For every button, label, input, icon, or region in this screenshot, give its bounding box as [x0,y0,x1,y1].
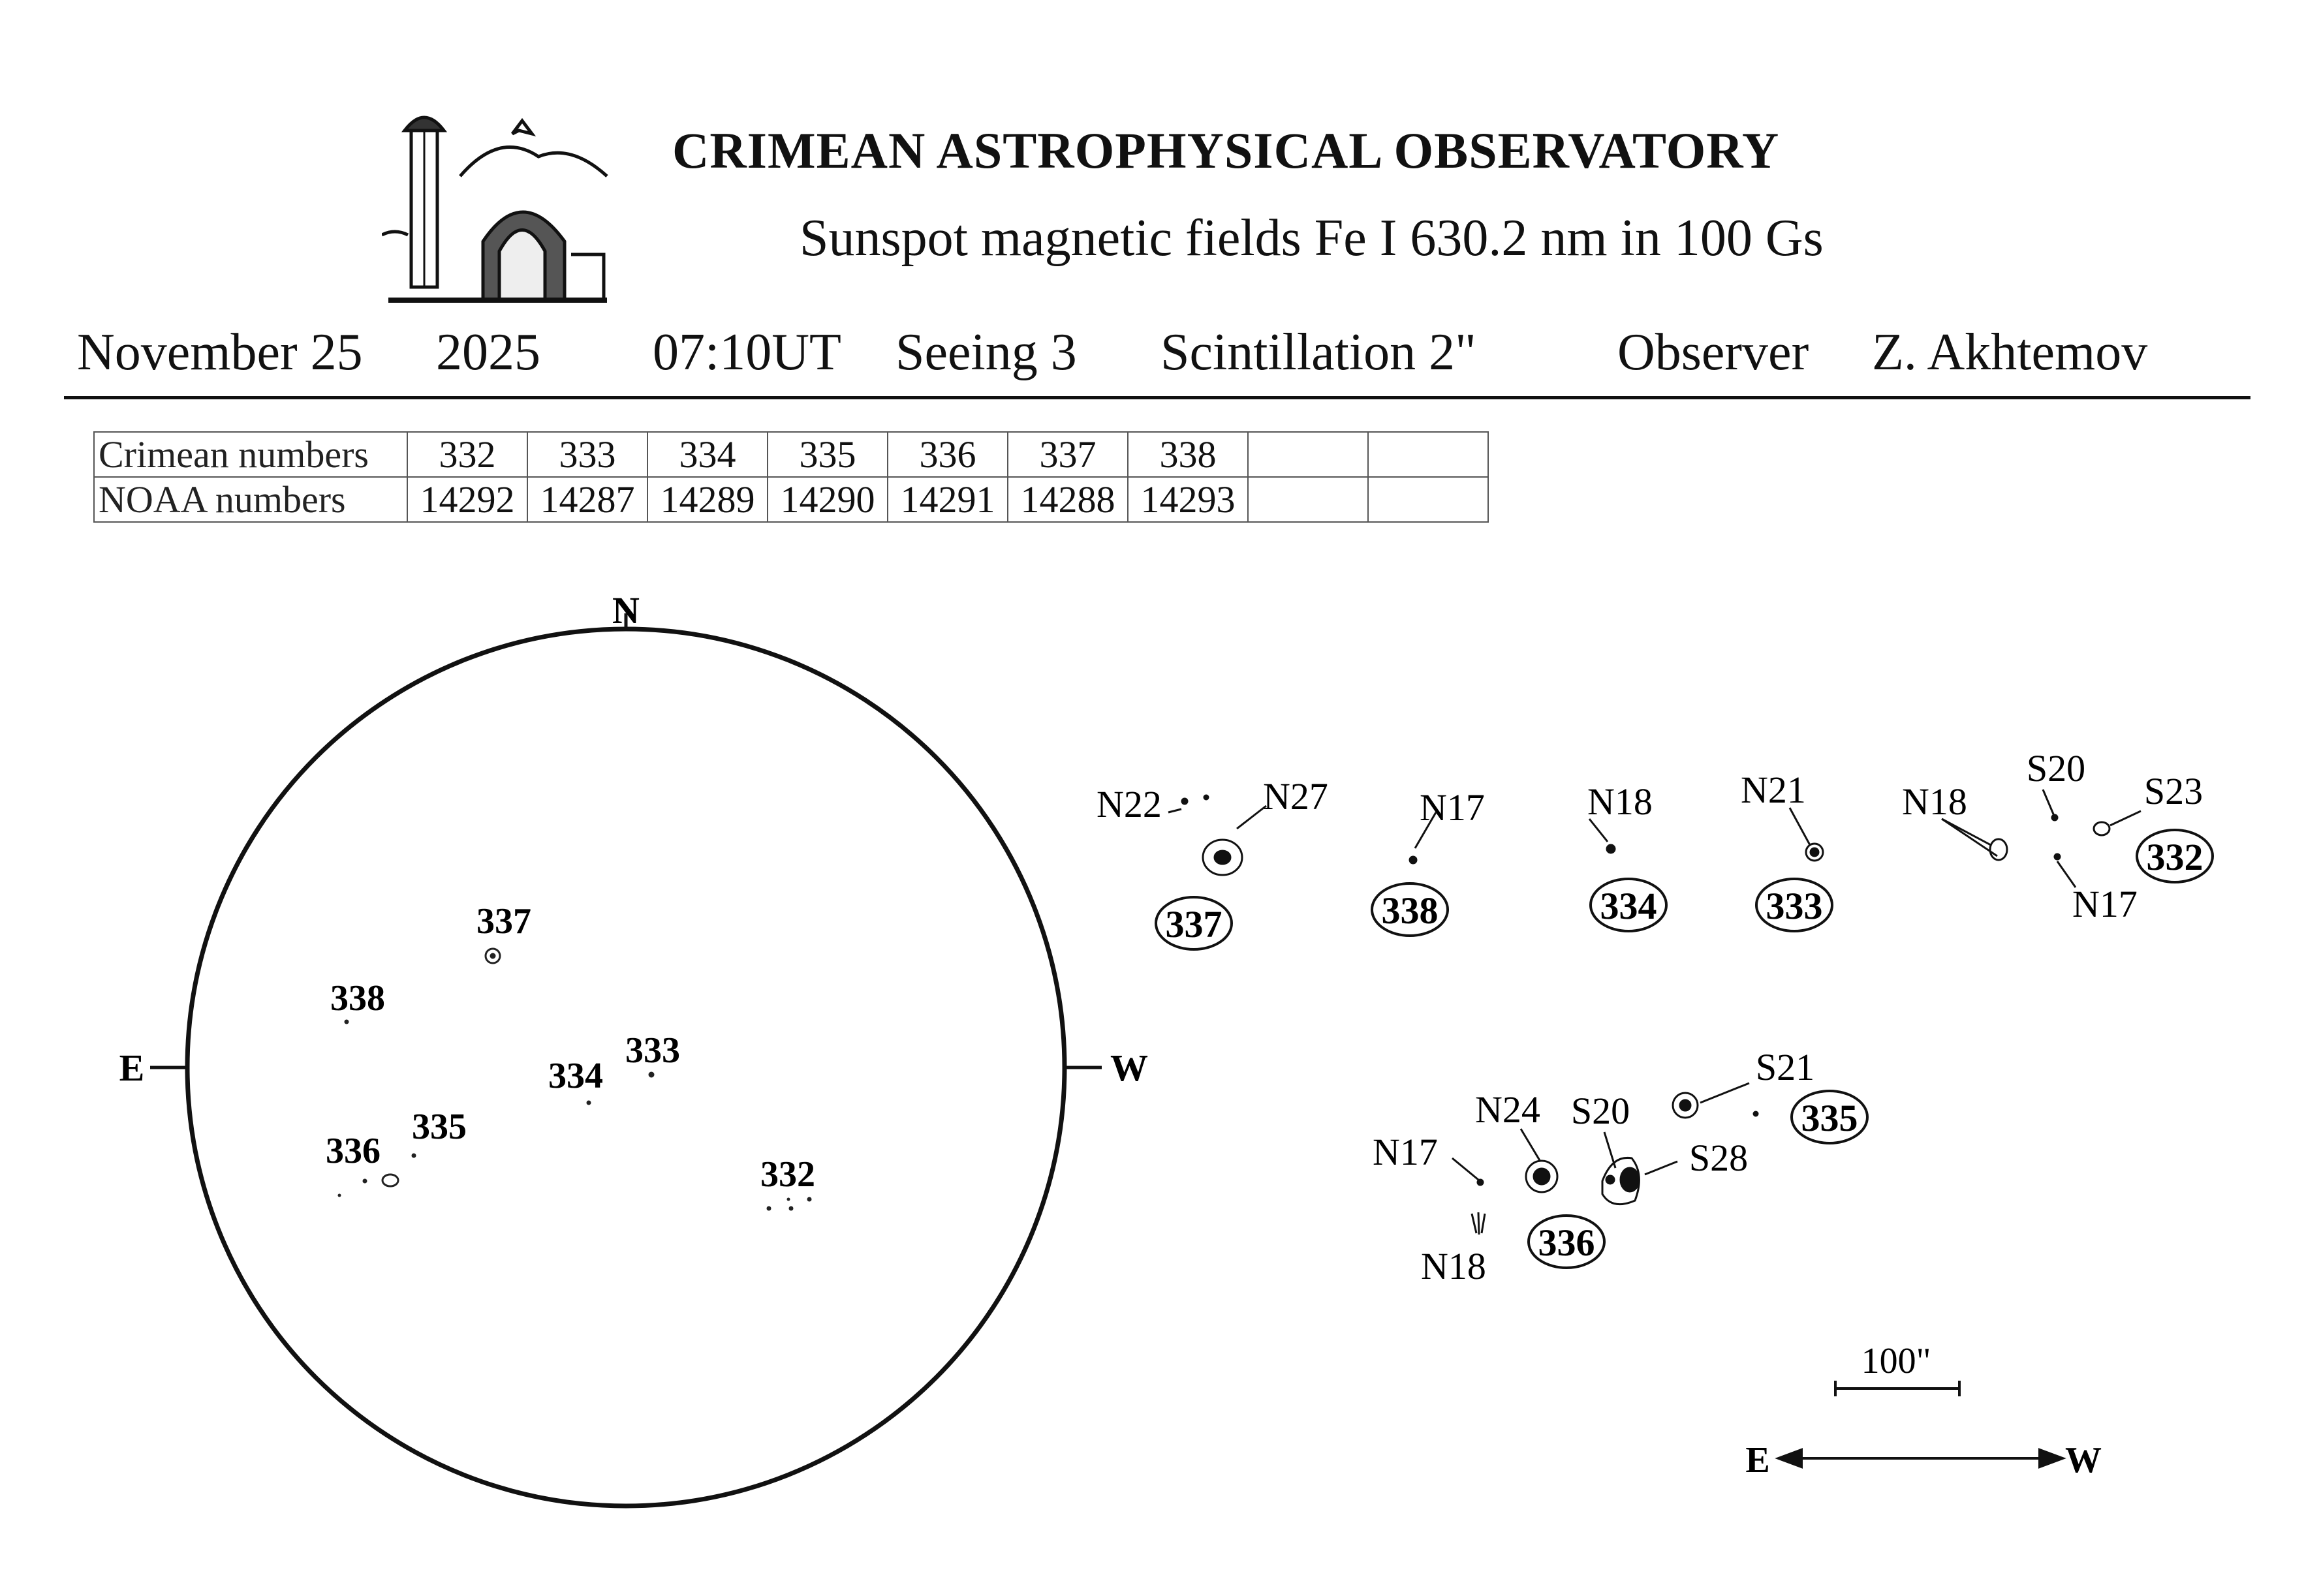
polarity-label: N17 [1373,1131,1438,1173]
spot-dot [1607,845,1615,853]
spot-dot [1754,1112,1758,1116]
scale-label: 100" [1861,1341,1931,1381]
table-cell: 332 [407,432,527,477]
spot-contour [2094,822,2109,835]
polarity-label: S20 [2026,747,2086,790]
table-cell: 14290 [768,477,888,522]
polarity-label: N17 [2072,883,2138,925]
spot-dot [2055,854,2060,859]
polarity-label: N18 [1902,780,1967,823]
spot-dot [1204,795,1208,799]
region-label: 332 [760,1154,815,1195]
region-number-338: 338 [1381,889,1439,932]
orientation-east: E [1745,1440,1770,1481]
table-cell: 14292 [407,477,527,522]
observer-name: Z. Akhtemov [1872,324,2148,381]
detail-spots [1165,790,2141,1235]
polarity-label: S28 [1689,1137,1749,1179]
table-cell: 14288 [1008,477,1128,522]
spot-dot [1410,857,1416,863]
orientation-west: W [2065,1440,2102,1481]
spot-dot [1182,799,1187,804]
spot-dot [1534,1169,1549,1184]
leader-line [1521,1129,1540,1161]
table-cell: 337 [1008,432,1128,477]
polarity-label: N24 [1475,1088,1540,1131]
spot-contour [1621,1168,1639,1191]
leader-line [2110,811,2141,825]
spot-contour [1472,1212,1485,1235]
leader-line [1168,809,1181,812]
polarity-label: N17 [1420,786,1485,829]
organization-title: CRIMEAN ASTROPHYSICAL OBSERVATORY [672,122,1780,179]
leader-line [1645,1161,1677,1174]
observation-date: November 25 [77,324,363,381]
table-cell: 338 [1128,432,1248,477]
polarity-label: N18 [1421,1245,1486,1287]
polarity-label: N27 [1263,775,1328,818]
region-label: 335 [412,1107,467,1147]
region-label: 334 [548,1056,603,1096]
scale-bar [1835,1381,1959,1396]
region-number-334: 334 [1600,885,1657,927]
table-cell: 335 [768,432,888,477]
spot-dot [2052,815,2057,820]
leader-line [1604,1132,1615,1168]
region-number-332: 332 [2146,836,2203,878]
observation-year: 2025 [436,324,540,381]
leader-line [1237,806,1266,829]
table-cell: 334 [647,432,768,477]
polarity-label: S21 [1755,1046,1815,1088]
east-label: E [119,1047,145,1089]
spot-dot [1680,1100,1690,1111]
region-label: 337 [476,901,531,942]
spot-contour [1990,839,2007,860]
region-number-333: 333 [1766,885,1823,927]
table-cell: 14289 [647,477,768,522]
polarity-label: N18 [1587,780,1653,823]
region-label: 338 [330,978,385,1019]
polarity-label: S23 [2143,770,2203,812]
region-label: 336 [326,1131,381,1171]
north-label: N [612,589,640,632]
observer-label: Observer [1617,324,1809,381]
region-number-336: 336 [1538,1221,1595,1264]
region-number-335: 335 [1801,1097,1858,1139]
chart-subtitle: Sunspot magnetic fields Fe I 630.2 nm in 100 Gs [800,209,1824,267]
leader-line [2057,861,2076,887]
leader-line [1700,1083,1749,1103]
table-cell: 336 [888,432,1008,477]
west-label: W [1110,1047,1148,1089]
spot-contour [1215,851,1230,864]
polarity-label: N22 [1097,783,1162,825]
table-cell: 14293 [1128,477,1248,522]
polarity-label: S20 [1570,1090,1630,1132]
leader-line [1452,1158,1478,1180]
spot-dot [1478,1180,1483,1185]
polarity-label: N21 [1741,769,1806,811]
row-label: NOAA numbers [94,477,407,522]
scintillation-value: Scintillation 2" [1160,324,1476,381]
leader-line [2043,790,2054,816]
table-cell: 14291 [888,477,1008,522]
region-number-337: 337 [1165,903,1222,945]
region-label: 333 [625,1030,680,1071]
row-label: Crimean numbers [94,432,407,477]
seeing-value: Seeing 3 [895,324,1077,381]
table-cell: 14287 [527,477,647,522]
leader-line [1790,808,1810,845]
observation-time: 07:10UT [653,324,841,381]
leader-line [1942,819,1997,856]
table-cell: 333 [527,432,647,477]
spot-dot [1606,1176,1614,1184]
orientation-arrow [1779,1450,2063,1467]
spot-contour [1811,848,1818,856]
